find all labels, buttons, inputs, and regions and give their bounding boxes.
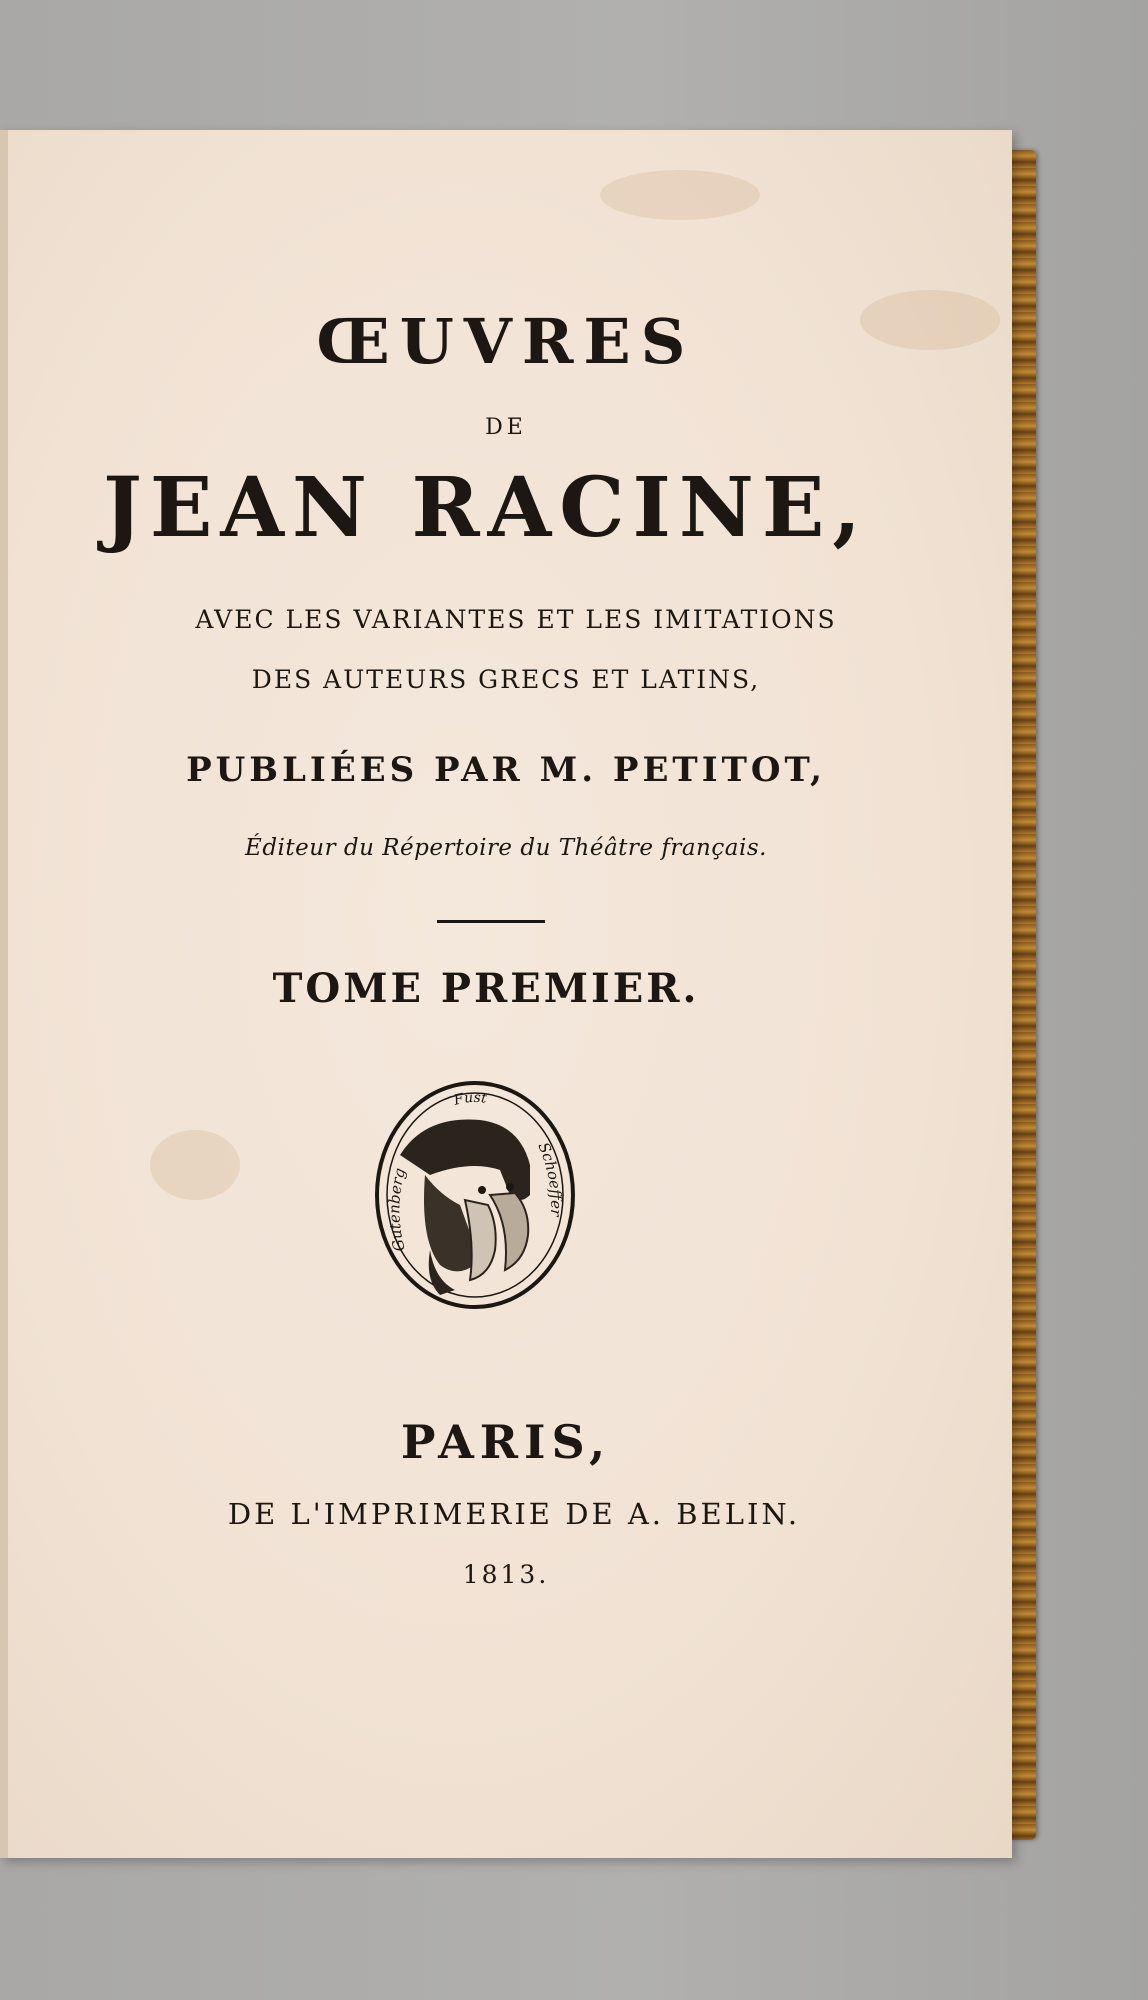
subtitle-line-1: AVEC LES VARIANTES ET LES IMITATIONS [195, 605, 837, 634]
publisher-credit: PUBLIÉES PAR M. PETITOT, [186, 750, 826, 790]
imprint-city: PARIS, [400, 1415, 612, 1469]
foxing-stain [150, 1130, 240, 1200]
author-name: JEAN RACINE, [103, 460, 869, 556]
subtitle-line-2: DES AUTEURS GRECS ET LATINS, [251, 665, 761, 694]
emblem-inscription-right: Schoeffer [534, 1139, 566, 1217]
imprint-year: 1813. [462, 1560, 550, 1589]
imprint-printer: DE L'IMPRIMERIE DE A. BELIN. [227, 1497, 801, 1531]
volume-label: TOME PREMIER. [272, 965, 700, 1012]
editor-note: Éditeur du Répertoire du Théâtre français. [245, 835, 767, 861]
emblem-inscription-left: Gutenberg [385, 1165, 410, 1254]
printers-emblem-vignette [370, 1075, 580, 1315]
emblem-inscription-top: Fust [452, 1089, 488, 1109]
foxing-stain [600, 170, 760, 220]
gilt-page-edge [1010, 150, 1036, 1840]
work-title: ŒUVRES [316, 305, 696, 378]
title-connector: DE [485, 415, 527, 440]
divider-rule [437, 920, 545, 923]
